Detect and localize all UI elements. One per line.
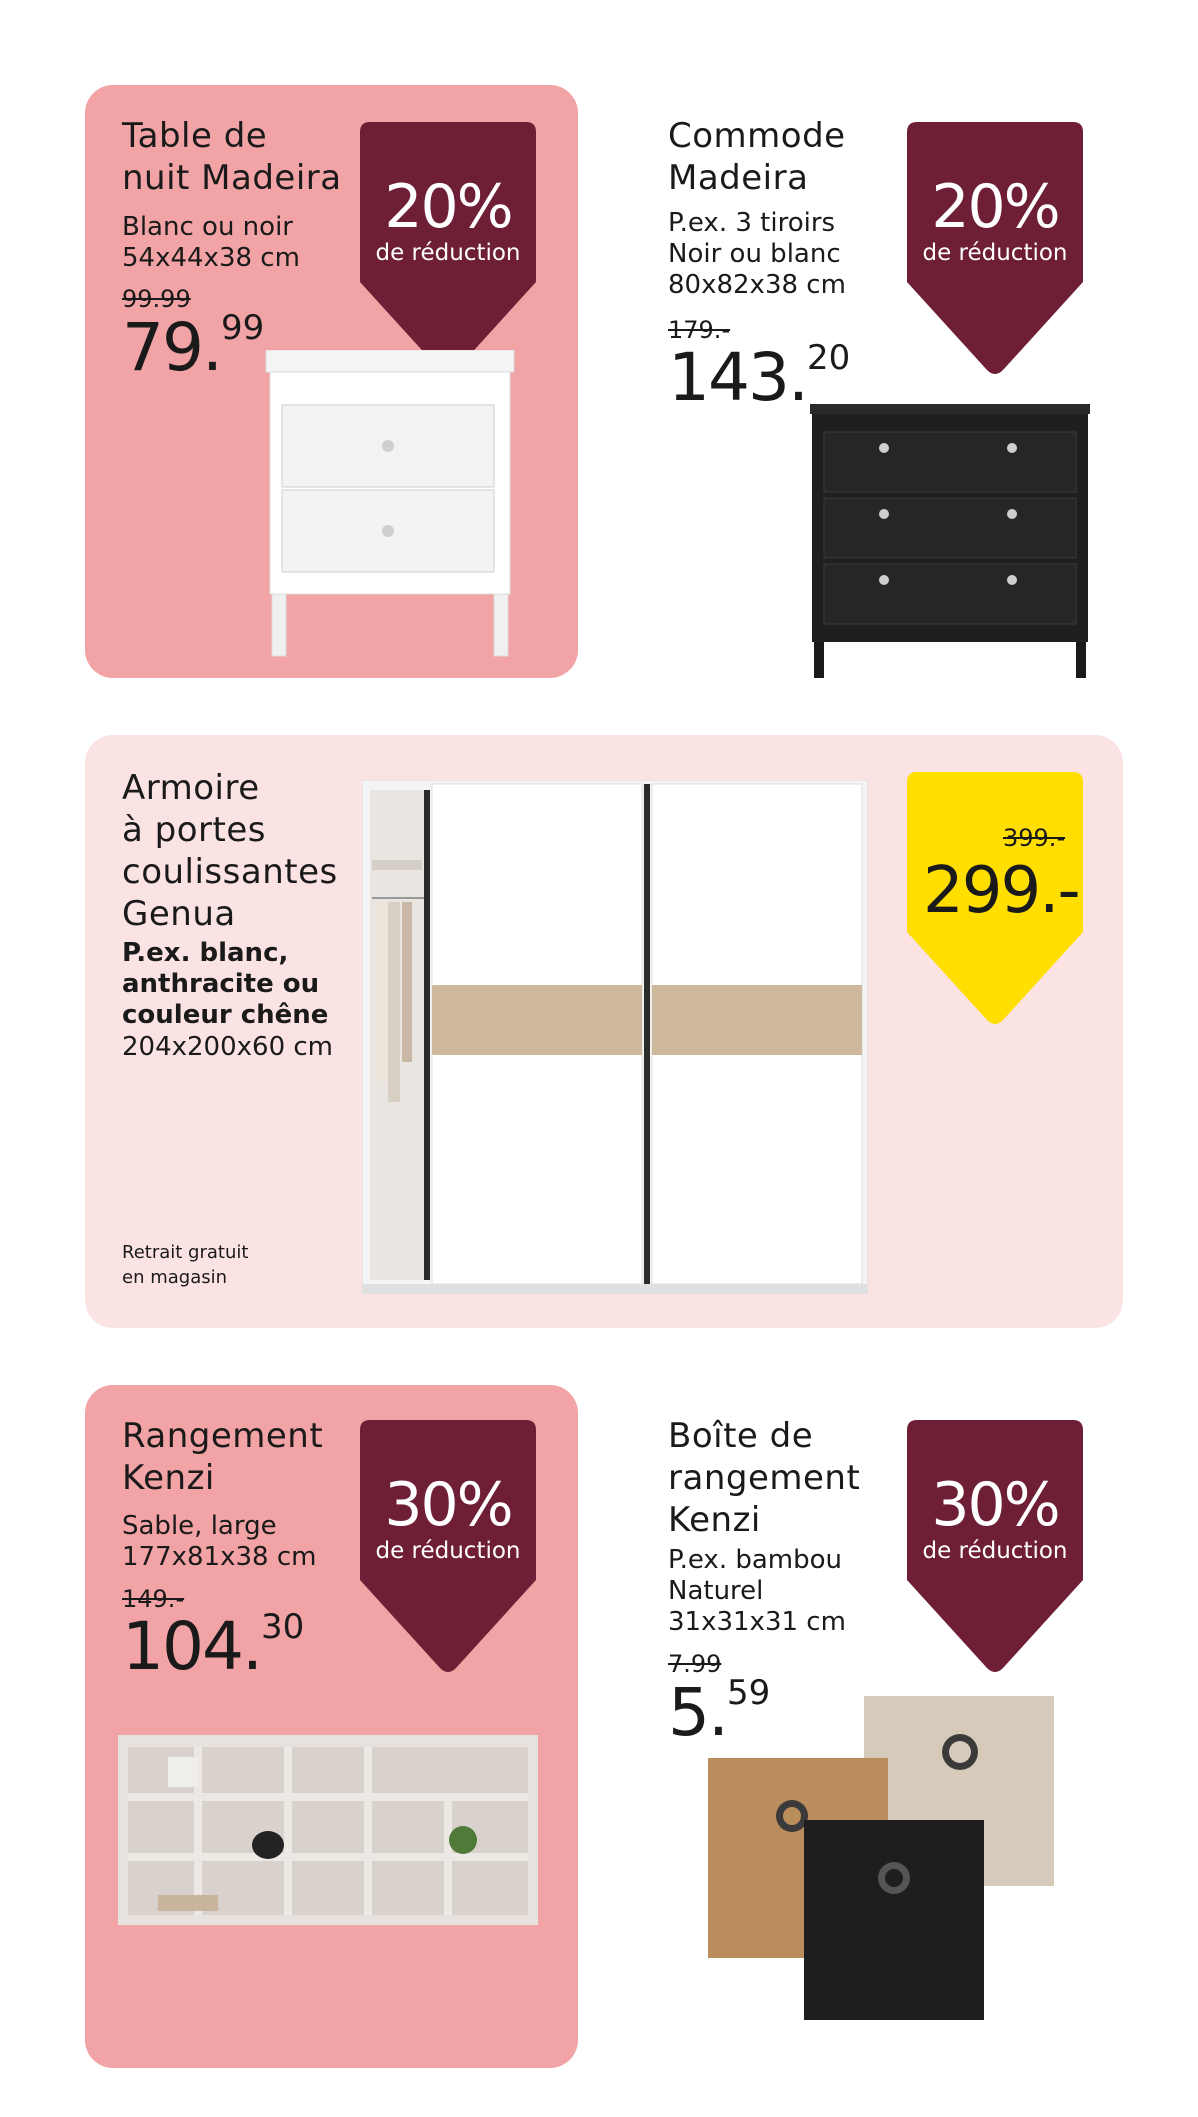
dresser-old-price: 179.-	[668, 316, 731, 344]
nightstand-old-price: 99.99	[122, 285, 191, 313]
shelf-price: 104.30	[122, 1607, 305, 1685]
wardrobe-title: Armoire à portes coulissantes Genua	[122, 768, 338, 934]
storage-box-image	[704, 1690, 1064, 2030]
shelf-desc: Sable, large 177x81x38 cm	[122, 1511, 317, 1572]
nightstand-discount-badge: 20% de réduction	[360, 122, 536, 376]
dresser-desc: P.ex. 3 tiroirs Noir ou blanc 80x82x38 cm	[668, 208, 846, 300]
shelf-title: Rangement Kenzi	[122, 1416, 324, 1498]
wardrobe-desc: P.ex. blanc, anthracite ou couleur chêne	[122, 938, 329, 1030]
shelf-old-price: 149.-	[122, 1585, 185, 1613]
storage-box-price: 5.59	[668, 1673, 771, 1751]
storage-box-title: Boîte de rangement Kenzi	[668, 1416, 861, 1540]
dresser-title: Commode Madeira	[668, 116, 846, 198]
dresser-price: 143.20	[668, 338, 851, 416]
wardrobe-price: 299.-	[923, 854, 1079, 928]
nightstand-image	[260, 350, 520, 660]
storage-box-desc: P.ex. bambou Naturel 31x31x31 cm	[668, 1545, 846, 1637]
wardrobe-note: Retrait gratuit en magasin	[122, 1242, 249, 1288]
wardrobe-old-price: 399.-	[1003, 824, 1066, 852]
nightstand-title: Table de nuit Madeira	[122, 116, 342, 198]
wardrobe-price-badge	[907, 772, 1083, 1026]
dresser-image	[810, 404, 1090, 680]
wardrobe-dims: 204x200x60 cm	[122, 1032, 333, 1062]
dresser-discount-badge: 20% de réduction	[907, 122, 1083, 376]
wardrobe-image	[362, 780, 868, 1300]
nightstand-desc: Blanc ou noir 54x44x38 cm	[122, 212, 300, 273]
storage-box-old-price: 7.99	[668, 1650, 722, 1678]
storage-box-discount-badge: 30% de réduction	[907, 1420, 1083, 1674]
shelf-discount-badge: 30% de réduction	[360, 1420, 536, 1674]
nightstand-price: 79.99	[122, 308, 265, 386]
shelf-image	[118, 1735, 538, 1935]
